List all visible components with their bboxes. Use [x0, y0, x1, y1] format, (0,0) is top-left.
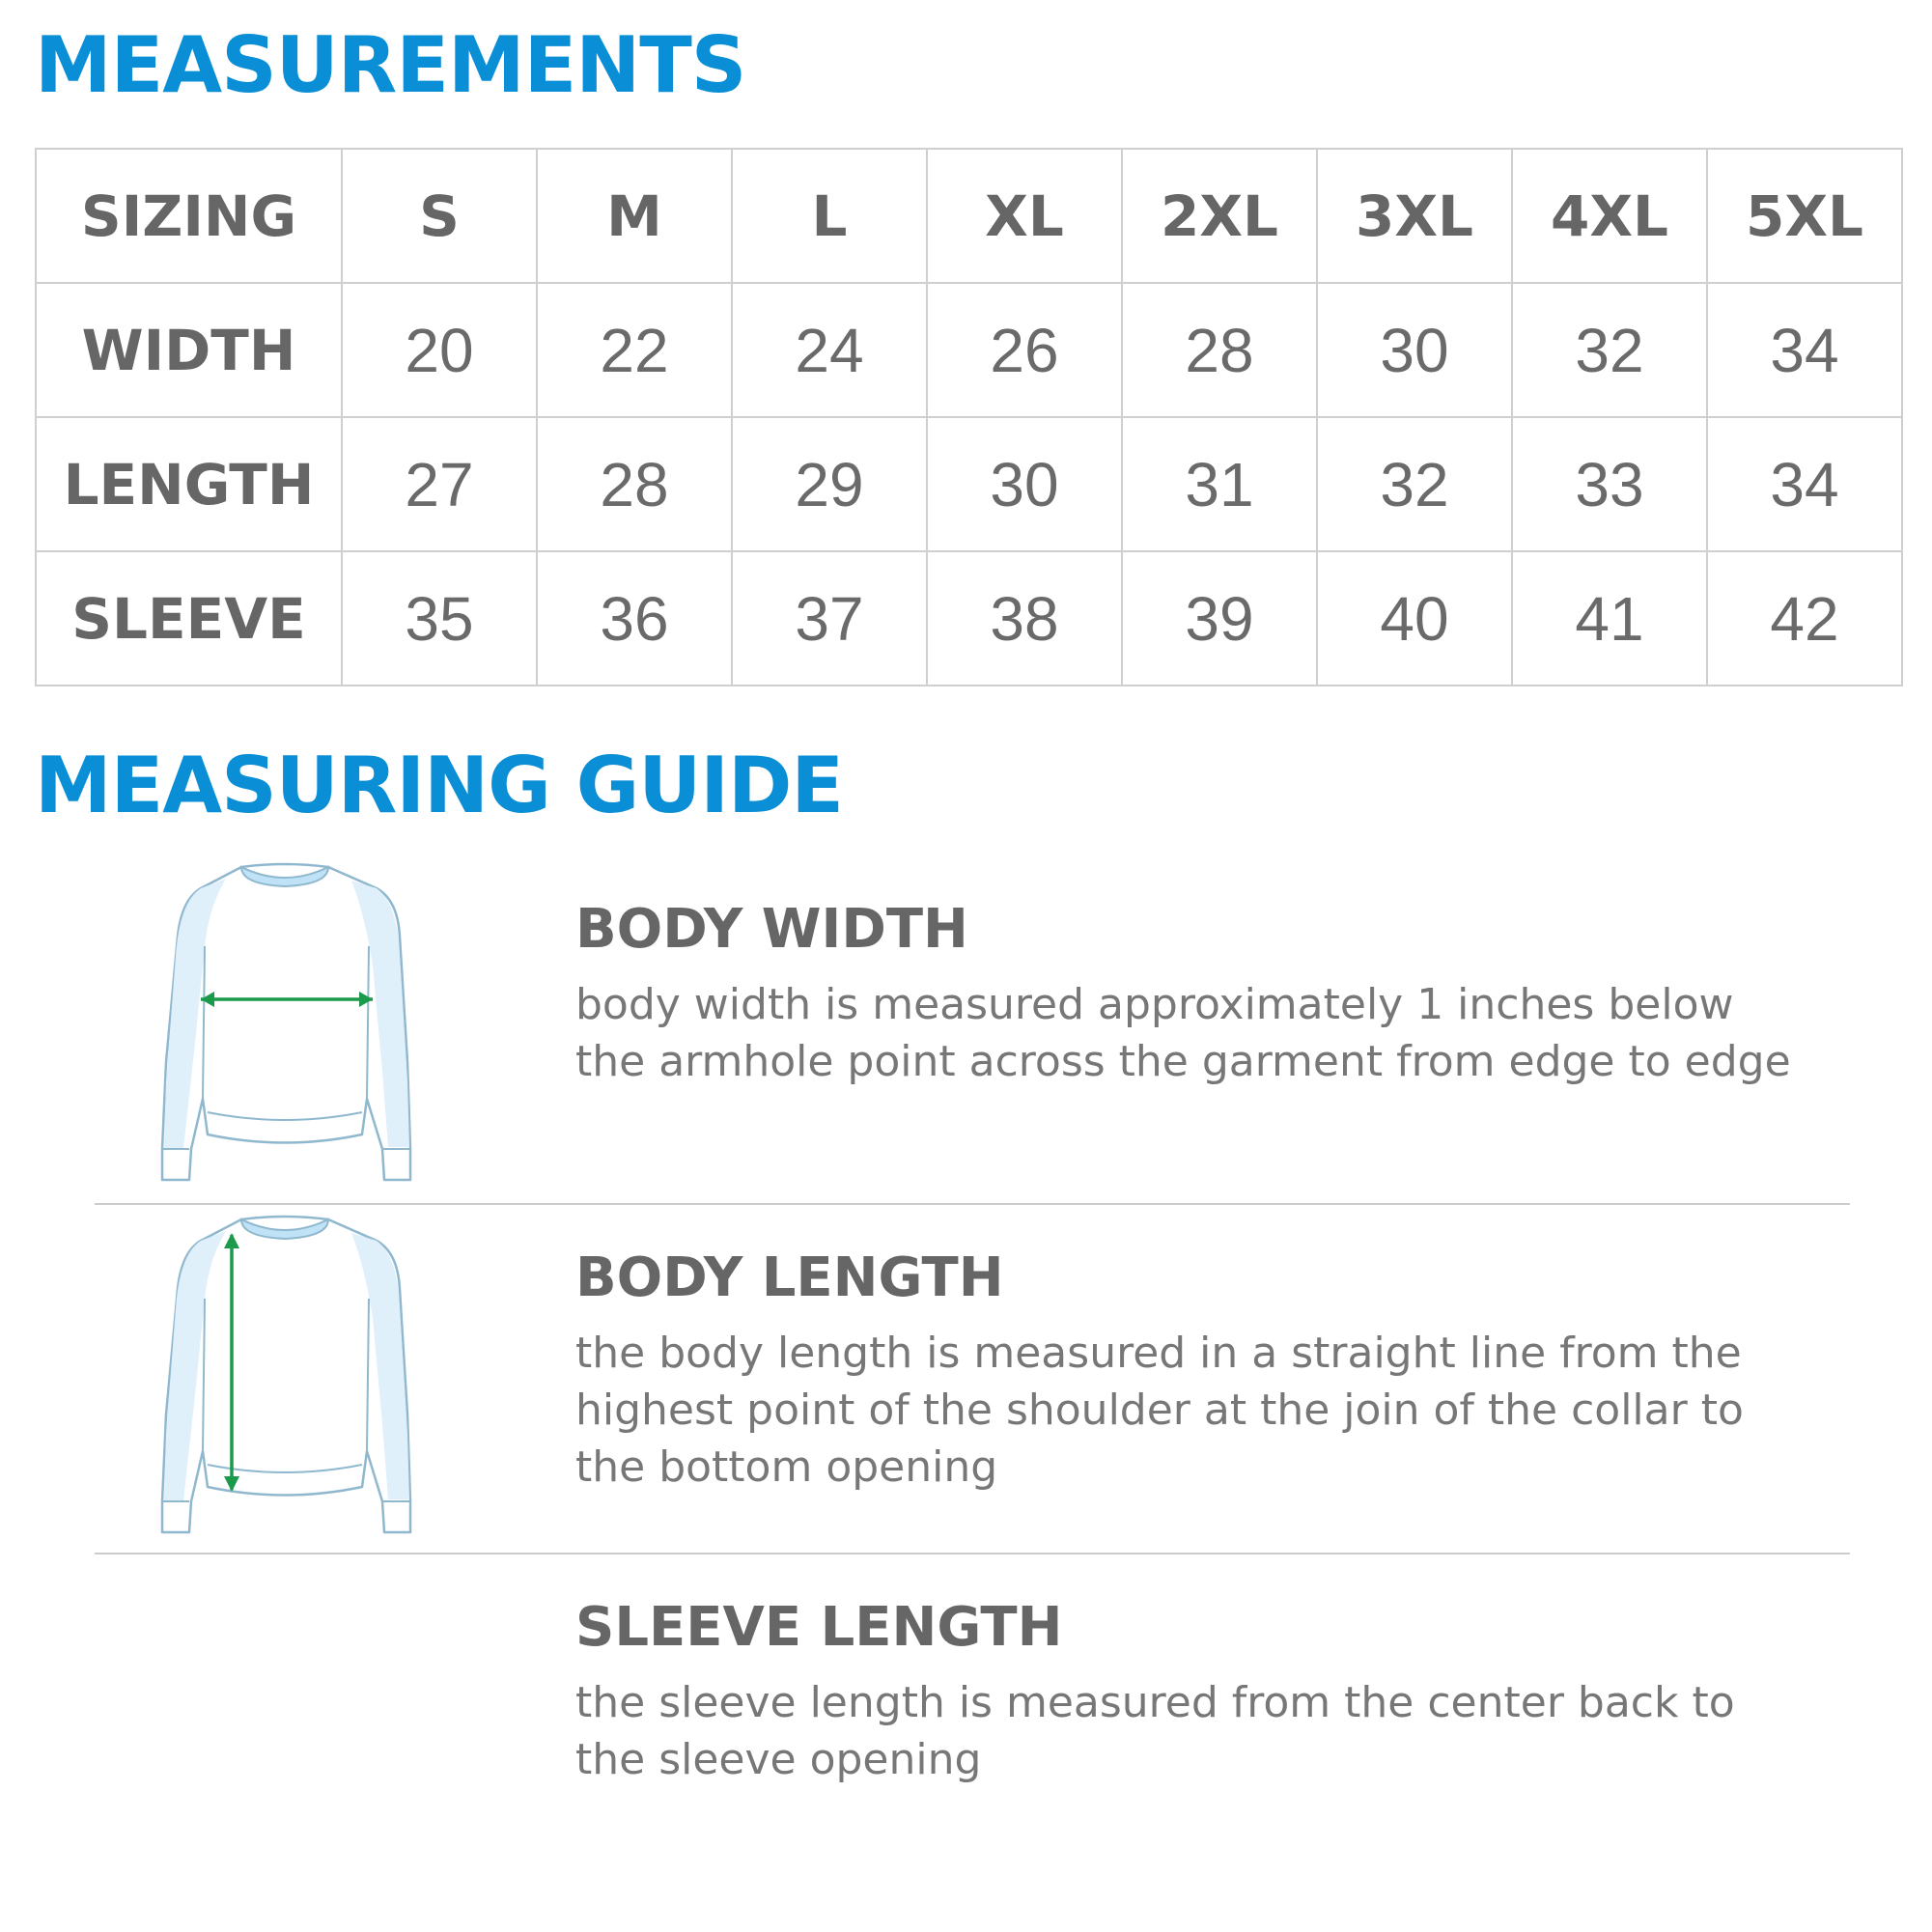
value-cell: 33 — [1512, 417, 1707, 551]
table-row-width — [36, 283, 1902, 417]
value-cell: 40 — [1317, 551, 1512, 686]
value-cell: 35 — [342, 551, 537, 686]
size-header-row — [36, 149, 1902, 283]
value-cell: 28 — [1122, 283, 1317, 417]
size-header-cell: XL — [927, 149, 1122, 283]
size-chart-table — [35, 148, 1903, 686]
guide-description-line: the body length is measured in a straight line from the — [575, 1329, 1742, 1378]
guide-description — [575, 976, 1918, 1090]
value-cell: 42 — [1707, 551, 1902, 686]
guide-description-line: body width is measured approximately 1 inches below — [575, 980, 1734, 1029]
guide-heading: BODY LENGTH — [575, 1246, 1004, 1309]
size-header-cell: 3XL — [1317, 149, 1512, 283]
value-cell: 36 — [537, 551, 732, 686]
guide-description-line: the armhole point across the garment from edge to edge — [575, 1037, 1791, 1086]
size-header-cell: S — [342, 149, 537, 283]
row-label-cell: WIDTH — [36, 283, 342, 417]
guide-heading: SLEEVE LENGTH — [575, 1596, 1063, 1659]
guide-divider — [95, 1203, 1850, 1205]
row-label-cell: SLEEVE — [36, 551, 342, 686]
value-cell: 38 — [927, 551, 1122, 686]
value-cell: 20 — [342, 283, 537, 417]
value-cell: 32 — [1512, 283, 1707, 417]
size-header-cell: 4XL — [1512, 149, 1707, 283]
size-header-cell: L — [732, 149, 927, 283]
guide-divider — [95, 1553, 1850, 1554]
value-cell: 22 — [537, 283, 732, 417]
guide-heading: BODY WIDTH — [575, 898, 968, 961]
value-cell: 29 — [732, 417, 927, 551]
measuring-guide-title: MEASURING GUIDE — [35, 741, 844, 830]
value-cell: 28 — [537, 417, 732, 551]
value-cell: 30 — [1317, 283, 1512, 417]
measurements-title: MEASUREMENTS — [35, 20, 746, 110]
value-cell: 37 — [732, 551, 927, 686]
value-cell: 30 — [927, 417, 1122, 551]
sweatshirt-length-icon — [145, 1212, 415, 1540]
value-cell: 32 — [1317, 417, 1512, 551]
guide-description-line: highest point of the shoulder at the join of the collar to — [575, 1386, 1744, 1435]
sizing-header-cell: SIZING — [36, 149, 342, 283]
row-label-cell: LENGTH — [36, 417, 342, 551]
table-row-sleeve — [36, 551, 1902, 686]
size-header-cell: 5XL — [1707, 149, 1902, 283]
guide-description-line: the sleeve opening — [575, 1735, 982, 1784]
guide-description — [575, 1674, 1918, 1788]
guide-description-line: the bottom opening — [575, 1442, 998, 1492]
value-cell: 27 — [342, 417, 537, 551]
value-cell: 31 — [1122, 417, 1317, 551]
table-row-length — [36, 417, 1902, 551]
value-cell: 26 — [927, 283, 1122, 417]
value-cell: 34 — [1707, 417, 1902, 551]
sweatshirt-width-icon — [145, 859, 415, 1188]
size-header-cell: M — [537, 149, 732, 283]
value-cell: 24 — [732, 283, 927, 417]
value-cell: 39 — [1122, 551, 1317, 686]
guide-description-line: the sleeve length is measured from the center back to — [575, 1678, 1735, 1727]
value-cell: 41 — [1512, 551, 1707, 686]
size-header-cell: 2XL — [1122, 149, 1317, 283]
value-cell: 34 — [1707, 283, 1902, 417]
guide-description — [575, 1325, 1918, 1496]
